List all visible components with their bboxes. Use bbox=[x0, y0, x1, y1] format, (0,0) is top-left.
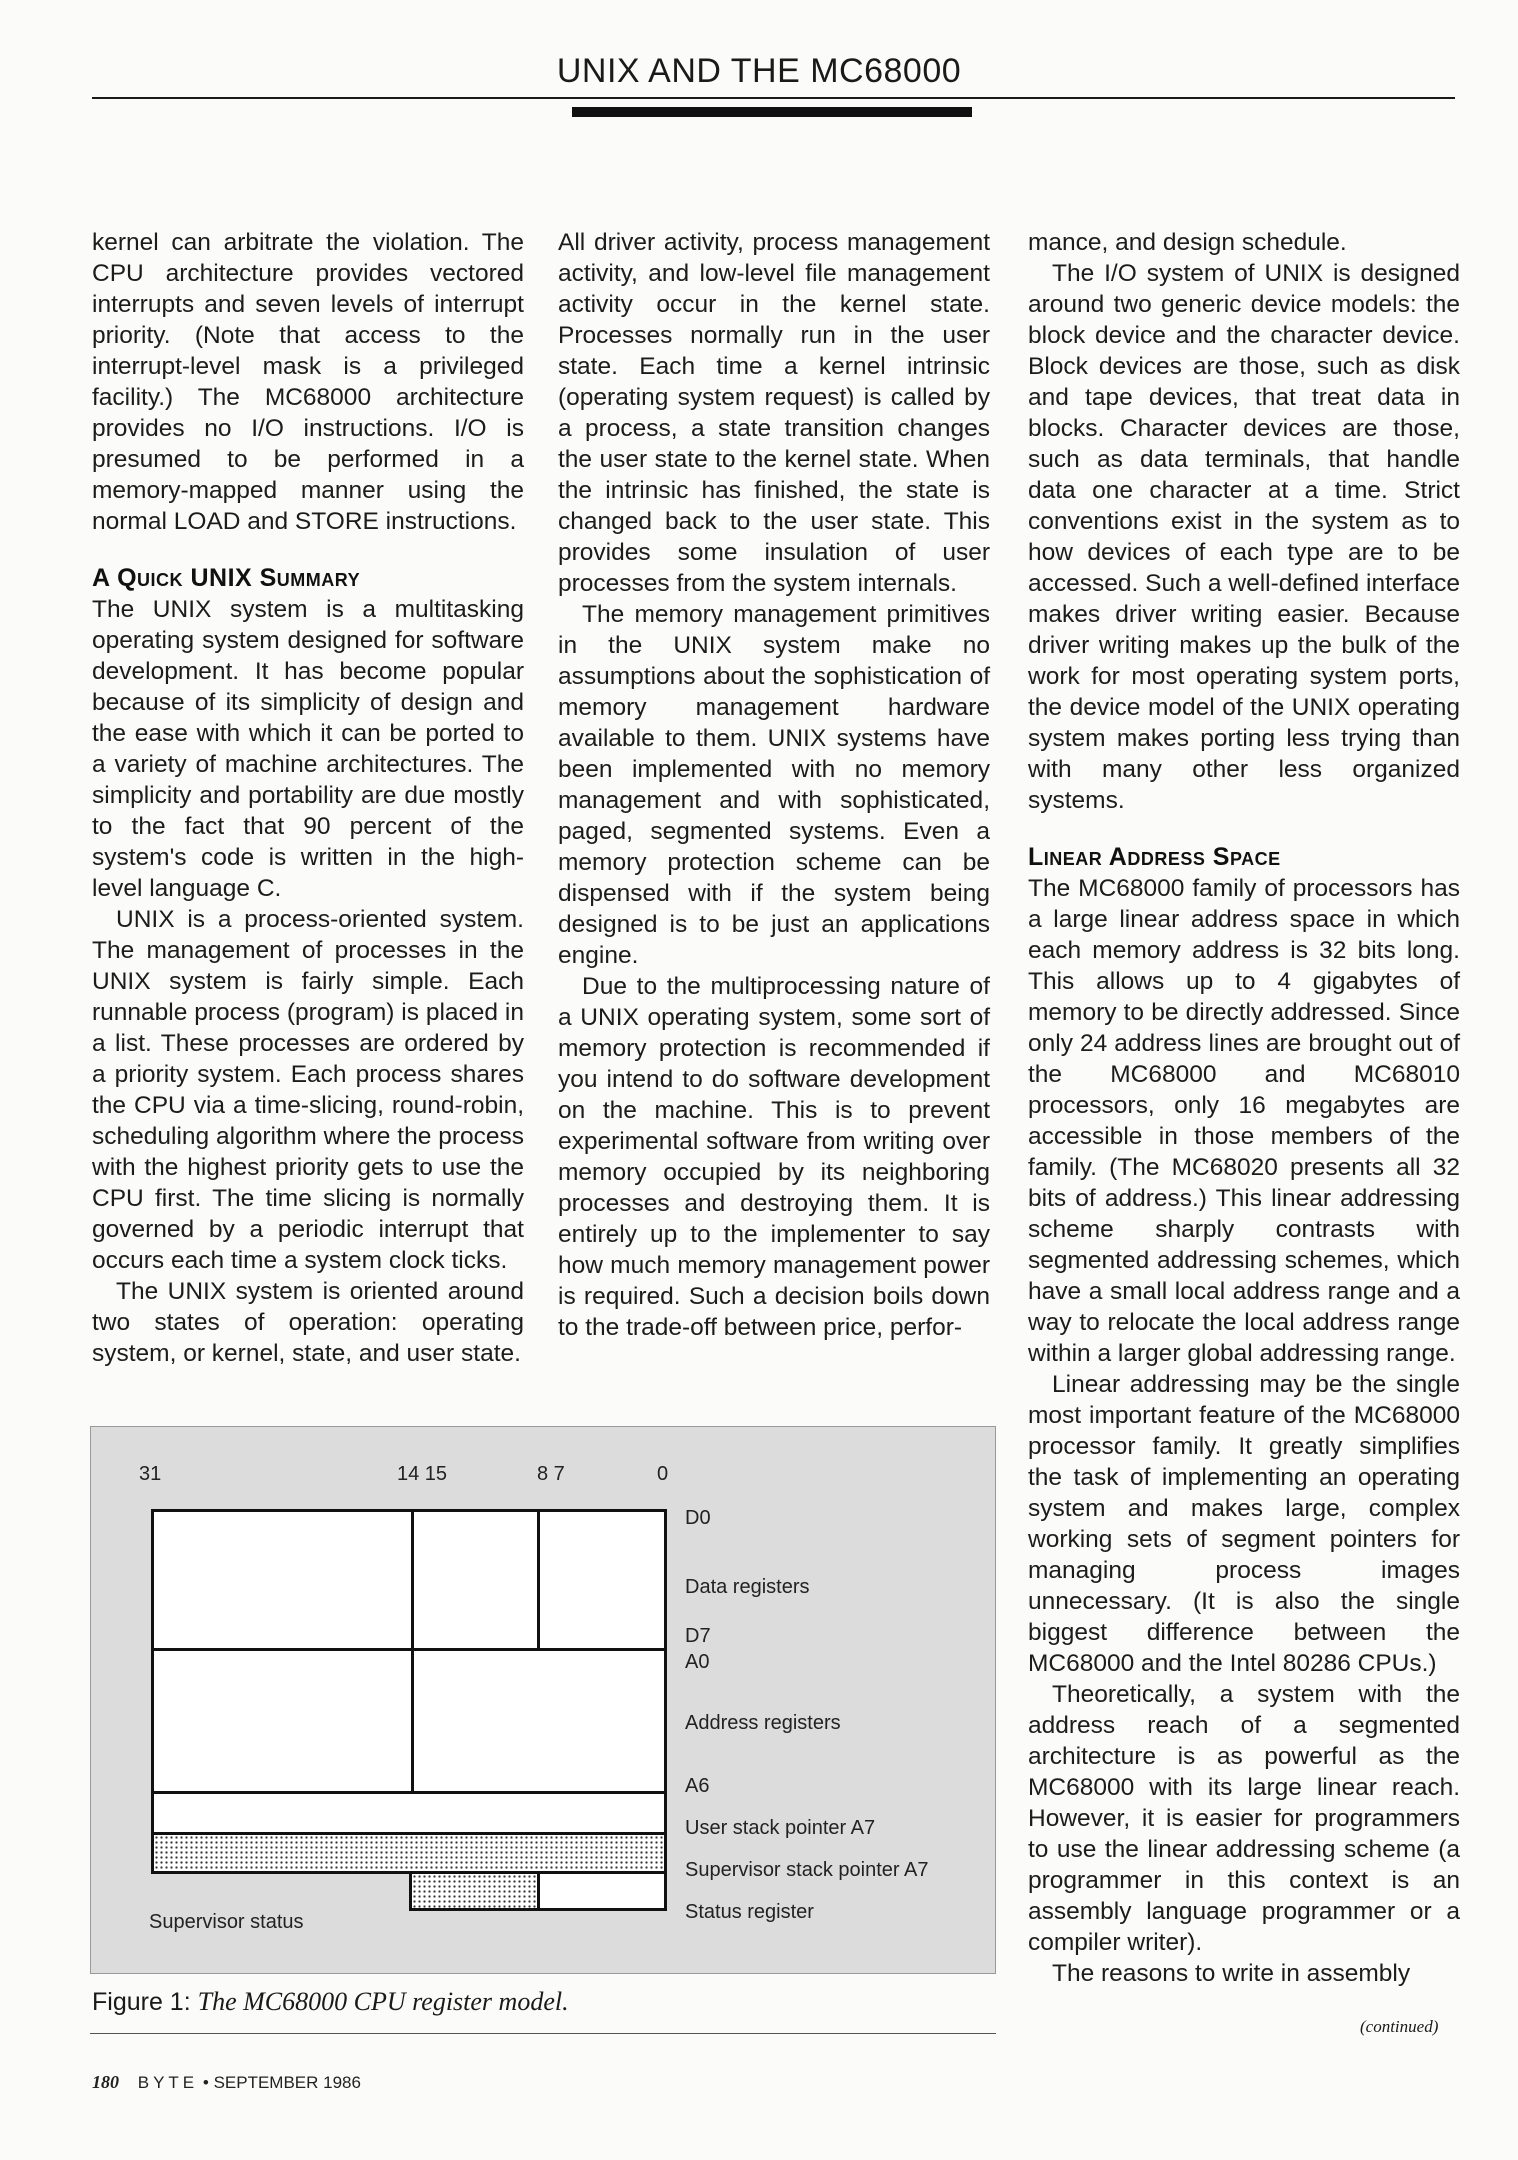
address-register-divider-word bbox=[411, 1648, 414, 1794]
bit-label-31: 31 bbox=[139, 1463, 162, 1485]
data-registers-block bbox=[151, 1509, 667, 1651]
paragraph: The I/O system of UNIX is designed around two generic device models: the block device and the character device. Block devices are those, such as disk and tape devices, that treat data in blocks. Character devices are those, such as data terminals, that handle data one character at a time. Strict conventions exist in the system as to how devices of each type are to be accessed. Such a well-defined interface makes driver writing easier. Because driver writing makes up the bulk of the work for most operating system ports, the device model of the UNIX operating system makes porting less trying than with many other less organized systems. bbox=[1028, 260, 1460, 814]
header-bar bbox=[572, 107, 972, 117]
paragraph: Linear addressing may be the single most important feature of the MC68000 processor family. It greatly simplifies the task of implementing an operating system and makes large, complex working sets of segment pointers for managing process images unnecessary. (It is also the single biggest difference between the MC68000 and the Intel 80286 CPUs.) bbox=[1028, 1371, 1460, 1677]
issue-date: SEPTEMBER 1986 bbox=[213, 2073, 361, 2092]
data-register-divider-byte bbox=[537, 1509, 540, 1651]
figure-caption bbox=[92, 1987, 569, 2017]
status-register-user-byte bbox=[537, 1871, 667, 1911]
paragraph: Theoretically, a system with the address reach of a segmented architecture is as powerful as the MC68000 with its large linear reach. However, it is easier for programmers to use the linear addressing scheme (a programmer in this context is an assembly language programmer or a compiler writer). bbox=[1028, 1681, 1460, 1956]
paragraph: The reasons to write in assembly bbox=[1052, 1960, 1411, 1987]
address-registers-block bbox=[151, 1648, 667, 1794]
label-supervisor-status: Supervisor status bbox=[149, 1911, 304, 1933]
continued-note: (continued) bbox=[1360, 2017, 1439, 2036]
paragraph: The MC68000 family of processors has a large linear address space in which each memory address is 32 bits long. This allows up to 4 gigabytes of memory to be directly addressed. Since only 24 address lines are brought out of the MC68000 and MC68010 processors, only 16 megabytes are accessible in those members of the family. (The MC68020 presents all 32 bits of address.) This linear addressing scheme sharply contrasts with segmented addressing schemes, which have a small local address range and a way to relocate the local address range within a larger global addressing range. bbox=[1028, 875, 1460, 1367]
label-address-registers: Address registers bbox=[685, 1712, 841, 1734]
page-number: 180 bbox=[92, 2072, 119, 2092]
label-status-register: Status register bbox=[685, 1901, 814, 1923]
register-model-figure bbox=[90, 1426, 996, 1974]
caption-rule bbox=[90, 2033, 996, 2034]
footer-separator: • bbox=[202, 2073, 209, 2092]
data-register-divider-word bbox=[411, 1509, 414, 1651]
page-footer bbox=[92, 2072, 361, 2093]
status-register-system-byte bbox=[409, 1871, 540, 1911]
magazine-name: BYTE bbox=[137, 2073, 199, 2092]
column-3 bbox=[1028, 227, 1460, 1989]
section-heading-quick-unix-summary: A Quick UNIX Summary bbox=[92, 564, 361, 592]
label-data-registers: Data registers bbox=[685, 1576, 810, 1598]
label-d7: D7 bbox=[685, 1625, 711, 1647]
section-heading-linear-address-space: Linear Address Space bbox=[1028, 843, 1281, 871]
paragraph: kernel can arbitrate the violation. The CPU architecture provides vectored interrupts and seven levels of interrupt priority. (Note that access to the interrupt-level mask is a privileged facility.) The MC68000 architecture provides no I/O instructions. I/O is presumed to be performed in a memory-mapped manner using the normal LOAD and STORE instructions. bbox=[92, 229, 524, 535]
paragraph: mance, and design schedule. bbox=[1028, 229, 1347, 256]
caption-label: Figure 1: bbox=[92, 1988, 191, 2016]
caption-text: The MC68000 CPU register model. bbox=[197, 1987, 569, 2016]
column-2 bbox=[558, 227, 990, 1343]
bit-label-0: 0 bbox=[657, 1463, 669, 1485]
paragraph: UNIX is a process-oriented system. The management of processes in the UNIX system is fairly simple. Each runnable process (program) is placed in a list. These processes are ordered by a priority system. Each process shares the CPU via a time-slicing, round-robin, scheduling algorithm where the process with the highest priority gets to use the CPU first. The time slicing is normally governed by a periodic interrupt that occurs each time a system clock ticks. bbox=[92, 906, 524, 1274]
paragraph: The UNIX system is oriented around two states of operation: operating system, or kernel, state, and user state. bbox=[92, 1278, 524, 1367]
paragraph: Due to the multiprocessing nature of a UNIX operating system, some sort of memory protection is recommended if you intend to do software development on the machine. This is to prevent experimental software from writing over memory occupied by its neighboring processes and destroying them. It is entirely up to the implementer to say how much memory management power is required. Such a decision boils down to the trade-off between price, perfor- bbox=[558, 973, 990, 1341]
label-supervisor-stack-pointer: Supervisor stack pointer A7 bbox=[685, 1859, 929, 1881]
header-rule bbox=[92, 97, 1455, 99]
label-a6: A6 bbox=[685, 1775, 710, 1797]
bit-label-14-15: 14 15 bbox=[397, 1463, 448, 1485]
label-d0: D0 bbox=[685, 1507, 711, 1529]
label-a0: A0 bbox=[685, 1651, 710, 1673]
paragraph: All driver activity, process management activity, and low-level file management activity occur in the kernel state. Processes normally run in the user state. Each time a kernel intrinsic (operating system request) is called by a process, a state transition changes the user state to the kernel state. When the intrinsic has finished, the state is changed back to the user state. This provides some insulation of user processes from the system internals. bbox=[558, 229, 990, 597]
paragraph: The memory management primitives in the UNIX system make no assumptions about the sophistication of memory management hardware available to them. UNIX systems have been implemented with no memory management and with sophisticated, paged, segmented systems. Even a memory protection scheme can be dispensed with if the system being designed is to be just an applications engine. bbox=[558, 601, 990, 969]
bit-label-8-7: 8 7 bbox=[537, 1463, 565, 1485]
column-1 bbox=[92, 227, 524, 1369]
running-title: UNIX AND THE MC68000 bbox=[556, 52, 962, 90]
paragraph: The UNIX system is a multitasking operating system designed for software development. It has become popular because of its simplicity of design and the ease with which it can be ported to a variety of machine architectures. The simplicity and portability are due mostly to the fact that 90 percent of the system's code is written in the high-level language C. bbox=[92, 596, 524, 902]
user-stack-pointer-block bbox=[151, 1791, 667, 1835]
label-user-stack-pointer: User stack pointer A7 bbox=[685, 1817, 876, 1839]
supervisor-stack-pointer-block bbox=[151, 1832, 667, 1874]
